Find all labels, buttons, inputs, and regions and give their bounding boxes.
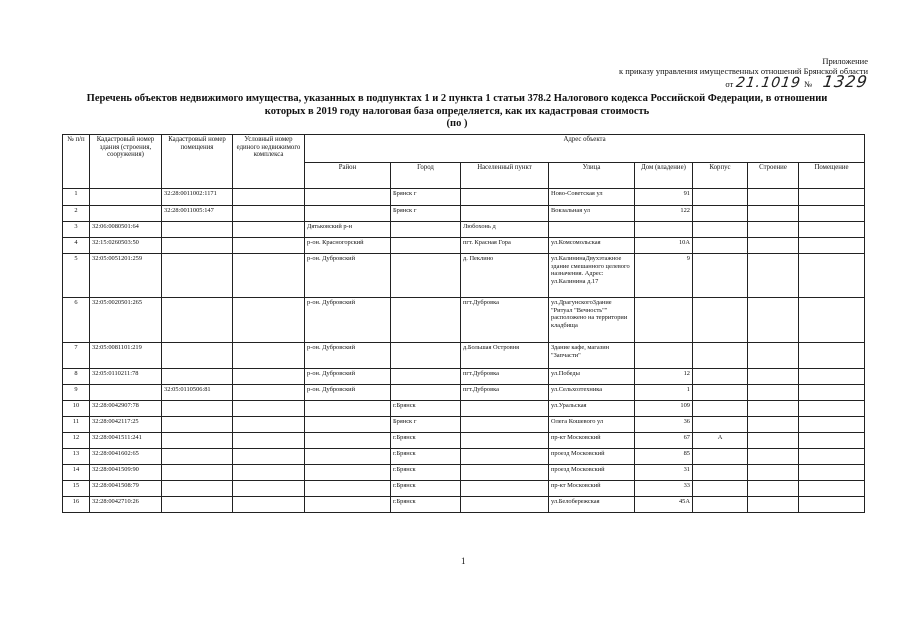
cell-stroenie xyxy=(748,401,799,417)
cell-house xyxy=(635,343,693,369)
cell-district xyxy=(305,189,391,206)
cell-stroenie xyxy=(748,254,799,298)
cell-pomeshchenie xyxy=(799,298,865,343)
cell-cadastral-premise xyxy=(162,417,233,433)
cell-stroenie xyxy=(748,343,799,369)
cell-street: Олега Кошевого ул xyxy=(549,417,635,433)
table-row xyxy=(63,385,865,401)
cell-stroenie xyxy=(748,369,799,385)
page-number: 1 xyxy=(461,556,466,566)
col-number: № п/п xyxy=(63,135,90,189)
cell-street: ул.Белобережская xyxy=(549,497,635,513)
cell-city xyxy=(391,343,461,369)
cell-locality xyxy=(461,433,549,449)
cell-district: р-он. Дубровский xyxy=(305,298,391,343)
cell-house: 9 xyxy=(635,254,693,298)
col-pomeshchenie: Помещение xyxy=(799,163,865,189)
cell-cadastral-building: 32:05:0110211:78 xyxy=(90,369,162,385)
cell-korpus xyxy=(693,465,748,481)
cell-house: 33 xyxy=(635,481,693,497)
title-line-1: Перечень объектов недвижимого имущества, указанных в подпунктах 1 и 2 пункта 1 статьи 378.2 Налогового кодекса Российской Федерации, в отношении xyxy=(86,93,828,104)
cell-pomeshchenie xyxy=(799,417,865,433)
cell-stroenie xyxy=(748,481,799,497)
cell-house: 91 xyxy=(635,189,693,206)
cell-city xyxy=(391,238,461,254)
cell-locality: д.Большая Островня xyxy=(461,343,549,369)
cell-stroenie xyxy=(748,465,799,481)
cell-row-number: 10 xyxy=(63,401,90,417)
property-table xyxy=(62,134,865,513)
col-korpus: Корпус xyxy=(693,163,748,189)
number-prefix: № xyxy=(804,79,813,89)
cell-city: г.Брянск xyxy=(391,401,461,417)
cell-district xyxy=(305,417,391,433)
table-row xyxy=(63,222,865,238)
cell-cadastral-building: 32:05:0051201:259 xyxy=(90,254,162,298)
cell-conditional-number xyxy=(233,298,305,343)
table-row xyxy=(63,369,865,385)
cell-city: Брянск г xyxy=(391,417,461,433)
cell-cadastral-premise xyxy=(162,238,233,254)
cell-cadastral-building xyxy=(90,189,162,206)
document-title xyxy=(40,93,874,131)
cell-cadastral-building xyxy=(90,385,162,401)
cell-city: г.Брянск xyxy=(391,497,461,513)
cell-conditional-number xyxy=(233,369,305,385)
cell-district xyxy=(305,449,391,465)
cell-district xyxy=(305,206,391,222)
cell-row-number: 15 xyxy=(63,481,90,497)
cell-conditional-number xyxy=(233,481,305,497)
cell-street: ул.Сельхозтехника xyxy=(549,385,635,401)
cell-korpus xyxy=(693,497,748,513)
cell-pomeshchenie xyxy=(799,385,865,401)
cell-city: г.Брянск xyxy=(391,465,461,481)
title-line-2: которых в 2019 году налоговая база определяется, как их кадастровая стоимость xyxy=(264,105,650,117)
cell-cadastral-building xyxy=(90,206,162,222)
cell-pomeshchenie xyxy=(799,465,865,481)
cell-row-number: 4 xyxy=(63,238,90,254)
cell-pomeshchenie xyxy=(799,238,865,254)
cell-locality xyxy=(461,417,549,433)
cell-korpus: А xyxy=(693,433,748,449)
cell-pomeshchenie xyxy=(799,449,865,465)
cell-row-number: 1 xyxy=(63,189,90,206)
cell-conditional-number xyxy=(233,465,305,481)
cell-cadastral-premise xyxy=(162,449,233,465)
col-stroenie: Строение xyxy=(748,163,799,189)
cell-city xyxy=(391,222,461,238)
cell-row-number: 9 xyxy=(63,385,90,401)
cell-cadastral-building: 32:28:0041509:90 xyxy=(90,465,162,481)
cell-conditional-number xyxy=(233,254,305,298)
cell-korpus xyxy=(693,222,748,238)
cell-cadastral-premise: 32:28:0011002:1171 xyxy=(162,189,233,206)
handwritten-date: 21.1019 xyxy=(735,75,803,91)
cell-row-number: 6 xyxy=(63,298,90,343)
cell-conditional-number xyxy=(233,401,305,417)
cell-korpus xyxy=(693,343,748,369)
cell-conditional-number xyxy=(233,222,305,238)
cell-korpus xyxy=(693,238,748,254)
cell-locality: пгт.Дубровка xyxy=(461,369,549,385)
cell-house: 1 xyxy=(635,385,693,401)
title-line-3: (по ) xyxy=(446,118,468,129)
cell-cadastral-building: 32:28:0042907:78 xyxy=(90,401,162,417)
col-city: Город xyxy=(391,163,461,189)
cell-district: р-он. Дубровский xyxy=(305,385,391,401)
cell-stroenie xyxy=(748,222,799,238)
cell-city xyxy=(391,254,461,298)
cell-locality xyxy=(461,497,549,513)
cell-street: пр-кт Московский xyxy=(549,433,635,449)
cell-cadastral-building: 32:15:0260503:50 xyxy=(90,238,162,254)
cell-locality xyxy=(461,206,549,222)
cell-house xyxy=(635,222,693,238)
cell-pomeshchenie xyxy=(799,481,865,497)
cell-cadastral-building: 32:05:0020501:265 xyxy=(90,298,162,343)
appendix-label: Приложение xyxy=(822,56,868,66)
cell-pomeshchenie xyxy=(799,254,865,298)
cell-city: г.Брянск xyxy=(391,481,461,497)
cell-city xyxy=(391,298,461,343)
cell-street: ул.ДрагунскогоЗдание "Ритуал "Вечность"" расположено на территории кладбища xyxy=(549,298,635,343)
cell-city xyxy=(391,369,461,385)
cell-korpus xyxy=(693,401,748,417)
cell-city xyxy=(391,385,461,401)
cell-street: ул.Комсомольская xyxy=(549,238,635,254)
col-cadastral-building: Кадастровый номер здания (строения, сооружения) xyxy=(90,135,162,189)
cell-row-number: 13 xyxy=(63,449,90,465)
col-cadastral-premise: Кадастровый номер помещения xyxy=(162,135,233,189)
cell-cadastral-building: 32:05:0081101:219 xyxy=(90,343,162,369)
cell-house: 109 xyxy=(635,401,693,417)
cell-district: р-он. Дубровский xyxy=(305,254,391,298)
cell-house: 12 xyxy=(635,369,693,385)
cell-district xyxy=(305,433,391,449)
cell-city: Брянск г xyxy=(391,206,461,222)
cell-district: р-он. Дубровский xyxy=(305,343,391,369)
cell-stroenie xyxy=(748,433,799,449)
cell-cadastral-premise xyxy=(162,433,233,449)
cell-korpus xyxy=(693,254,748,298)
cell-conditional-number xyxy=(233,449,305,465)
cell-row-number: 3 xyxy=(63,222,90,238)
cell-district xyxy=(305,481,391,497)
cell-cadastral-premise xyxy=(162,481,233,497)
table-row xyxy=(63,465,865,481)
table-row xyxy=(63,206,865,222)
col-district: Район xyxy=(305,163,391,189)
cell-row-number: 14 xyxy=(63,465,90,481)
cell-korpus xyxy=(693,189,748,206)
table-row xyxy=(63,417,865,433)
cell-district: Дятьковский р-н xyxy=(305,222,391,238)
cell-cadastral-premise xyxy=(162,298,233,343)
cell-korpus xyxy=(693,369,748,385)
cell-row-number: 5 xyxy=(63,254,90,298)
cell-korpus xyxy=(693,417,748,433)
cell-row-number: 16 xyxy=(63,497,90,513)
cell-row-number: 8 xyxy=(63,369,90,385)
cell-cadastral-premise xyxy=(162,497,233,513)
cell-locality: д. Пеклино xyxy=(461,254,549,298)
cell-locality xyxy=(461,481,549,497)
cell-house: 45А xyxy=(635,497,693,513)
cell-street: Вокзальная ул xyxy=(549,206,635,222)
cell-locality xyxy=(461,401,549,417)
col-locality: Населенный пункт xyxy=(461,163,549,189)
cell-pomeshchenie xyxy=(799,189,865,206)
cell-korpus xyxy=(693,298,748,343)
cell-stroenie xyxy=(748,189,799,206)
cell-street: проезд Московский xyxy=(549,465,635,481)
cell-pomeshchenie xyxy=(799,401,865,417)
cell-house: 122 xyxy=(635,206,693,222)
cell-house: 36 xyxy=(635,417,693,433)
cell-stroenie xyxy=(748,449,799,465)
handwritten-number: 1329 xyxy=(822,72,870,91)
cell-cadastral-building: 32:06:0080501:64 xyxy=(90,222,162,238)
cell-street: Здание кафе, магазин "Запчасти" xyxy=(549,343,635,369)
cell-conditional-number xyxy=(233,417,305,433)
table-row xyxy=(63,433,865,449)
cell-district xyxy=(305,465,391,481)
cell-house: 31 xyxy=(635,465,693,481)
cell-street: Ново-Советская ул xyxy=(549,189,635,206)
col-conditional-number: Условный номер единого недвижимого комплекса xyxy=(233,135,305,189)
cell-pomeshchenie xyxy=(799,497,865,513)
table-row xyxy=(63,298,865,343)
cell-house: 10А xyxy=(635,238,693,254)
cell-street: ул.Уральская xyxy=(549,401,635,417)
cell-stroenie xyxy=(748,238,799,254)
cell-stroenie xyxy=(748,497,799,513)
cell-street: ул.Победы xyxy=(549,369,635,385)
cell-cadastral-building: 32:28:0042710:26 xyxy=(90,497,162,513)
cell-street: ул.КалининаДвухэтажное здание смешанного целевого назначения. Адрес: ул.Калинина д.17 xyxy=(549,254,635,298)
cell-conditional-number xyxy=(233,206,305,222)
cell-stroenie xyxy=(748,417,799,433)
cell-stroenie xyxy=(748,298,799,343)
table-row xyxy=(63,449,865,465)
cell-cadastral-premise xyxy=(162,343,233,369)
cell-street xyxy=(549,222,635,238)
cell-cadastral-premise xyxy=(162,222,233,238)
cell-pomeshchenie xyxy=(799,206,865,222)
cell-pomeshchenie xyxy=(799,222,865,238)
cell-korpus xyxy=(693,449,748,465)
cell-street: проезд Московский xyxy=(549,449,635,465)
cell-cadastral-premise xyxy=(162,254,233,298)
cell-conditional-number xyxy=(233,497,305,513)
table-row xyxy=(63,238,865,254)
cell-district: р-он. Красногорский xyxy=(305,238,391,254)
cell-conditional-number xyxy=(233,433,305,449)
cell-cadastral-building: 32:28:0041602:65 xyxy=(90,449,162,465)
cell-cadastral-building: 32:28:0042117:25 xyxy=(90,417,162,433)
cell-cadastral-premise xyxy=(162,401,233,417)
table-row xyxy=(63,401,865,417)
cell-cadastral-premise xyxy=(162,369,233,385)
cell-district xyxy=(305,401,391,417)
cell-cadastral-building: 32:28:0041511:241 xyxy=(90,433,162,449)
cell-city: Брянск г xyxy=(391,189,461,206)
cell-locality xyxy=(461,189,549,206)
table-row xyxy=(63,254,865,298)
cell-korpus xyxy=(693,206,748,222)
cell-pomeshchenie xyxy=(799,369,865,385)
cell-stroenie xyxy=(748,206,799,222)
cell-conditional-number xyxy=(233,385,305,401)
col-address-group: Адрес объекта xyxy=(305,135,865,163)
table-row xyxy=(63,497,865,513)
cell-cadastral-premise: 32:05:0110506:81 xyxy=(162,385,233,401)
order-date-line xyxy=(619,72,870,91)
cell-locality xyxy=(461,449,549,465)
cell-conditional-number xyxy=(233,238,305,254)
cell-locality: пгт. Красная Гора xyxy=(461,238,549,254)
cell-korpus xyxy=(693,481,748,497)
table-row xyxy=(63,189,865,206)
cell-conditional-number xyxy=(233,343,305,369)
cell-row-number: 7 xyxy=(63,343,90,369)
cell-row-number: 11 xyxy=(63,417,90,433)
cell-locality: пгт.Дубровка xyxy=(461,385,549,401)
cell-cadastral-premise xyxy=(162,465,233,481)
cell-locality: пгт.Дубровка xyxy=(461,298,549,343)
cell-house xyxy=(635,298,693,343)
cell-pomeshchenie xyxy=(799,343,865,369)
cell-locality: Любохонь д xyxy=(461,222,549,238)
cell-district xyxy=(305,497,391,513)
order-description: к приказу управления имущественных отношений Брянской области xyxy=(618,66,868,76)
cell-cadastral-building: 32:28:0041508:79 xyxy=(90,481,162,497)
cell-district: р-он. Дубровский xyxy=(305,369,391,385)
cell-city: г.Брянск xyxy=(391,433,461,449)
cell-city: г.Брянск xyxy=(391,449,461,465)
cell-row-number: 12 xyxy=(63,433,90,449)
cell-pomeshchenie xyxy=(799,433,865,449)
col-street: Улица xyxy=(549,163,635,189)
cell-cadastral-premise: 32:28:0011005:147 xyxy=(162,206,233,222)
table-row xyxy=(63,343,865,369)
cell-house: 67 xyxy=(635,433,693,449)
cell-row-number: 2 xyxy=(63,206,90,222)
table-row xyxy=(63,481,865,497)
cell-korpus xyxy=(693,385,748,401)
cell-street: пр-кт Московский xyxy=(549,481,635,497)
order-reference xyxy=(619,56,868,89)
cell-house: 85 xyxy=(635,449,693,465)
col-house: Дом (владение) xyxy=(635,163,693,189)
cell-stroenie xyxy=(748,385,799,401)
date-prefix: от xyxy=(725,79,734,89)
cell-conditional-number xyxy=(233,189,305,206)
cell-locality xyxy=(461,465,549,481)
